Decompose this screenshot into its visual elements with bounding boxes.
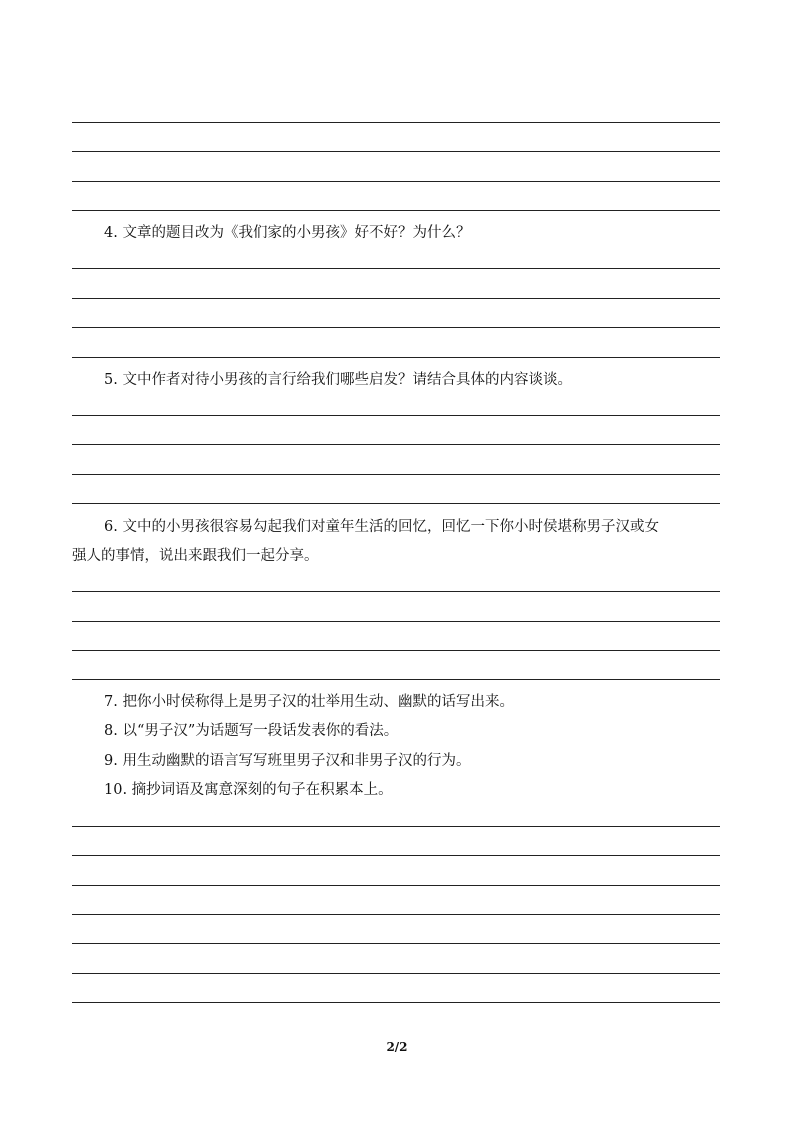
answer-line	[72, 914, 720, 915]
question-number: 6.	[104, 519, 118, 535]
question-9	[72, 746, 752, 776]
answer-line	[72, 181, 720, 182]
answer-line	[72, 327, 720, 328]
question-text: 以“男子汉”为话题写一段话发表你的看法。	[122, 723, 399, 739]
answer-line	[72, 885, 720, 886]
question-7	[72, 687, 752, 717]
question-number: 4.	[104, 225, 118, 241]
question-6	[72, 512, 752, 542]
question-number: 5.	[104, 372, 118, 388]
question-text: 把你小时侯称得上是男子汉的壮举用生动、幽默的话写出来。	[122, 694, 514, 710]
answer-line	[72, 973, 720, 974]
answer-line	[72, 298, 720, 299]
answer-line	[72, 679, 720, 680]
question-5	[72, 365, 752, 395]
answer-line	[72, 621, 720, 622]
answer-line	[72, 474, 720, 475]
answer-line	[72, 357, 720, 358]
question-text: 用生动幽默的语言写写班里男子汉和非男子汉的行为。	[122, 753, 471, 769]
question-number: 7.	[104, 694, 118, 710]
answer-line	[72, 943, 720, 944]
answer-line	[72, 826, 720, 827]
answer-line	[72, 503, 720, 504]
answer-line	[72, 444, 720, 445]
question-4	[72, 218, 752, 248]
answer-line	[72, 650, 720, 651]
question-10	[72, 775, 752, 805]
question-number: 9.	[104, 753, 118, 769]
question-text-line2: 强人的事情，说出来跟我们一起分享。	[72, 548, 319, 564]
answer-line	[72, 415, 720, 416]
question-8	[72, 716, 752, 746]
question-text: 文章的题目改为《我们家的小男孩》好不好？为什么？	[122, 225, 471, 241]
answer-line	[72, 855, 720, 856]
answer-line	[72, 151, 720, 152]
question-text-line1: 文中的小男孩很容易勾起我们对童年生活的回忆，回忆一下你小时侯堪称男子汉或女	[122, 519, 659, 535]
page-number: 2/2	[386, 1040, 408, 1054]
answer-line	[72, 1002, 720, 1003]
answer-line	[72, 268, 720, 269]
question-text: 摘抄词语及寓意深刻的句子在积累本上。	[131, 782, 393, 798]
question-number: 8.	[104, 723, 118, 739]
answer-line	[72, 210, 720, 211]
answer-line	[72, 122, 720, 123]
question-text: 文中作者对待小男孩的言行给我们哪些启发？请结合具体的内容谈谈。	[122, 372, 572, 388]
question-6-continuation	[72, 541, 720, 571]
question-number: 10.	[104, 782, 128, 798]
answer-line	[72, 591, 720, 592]
